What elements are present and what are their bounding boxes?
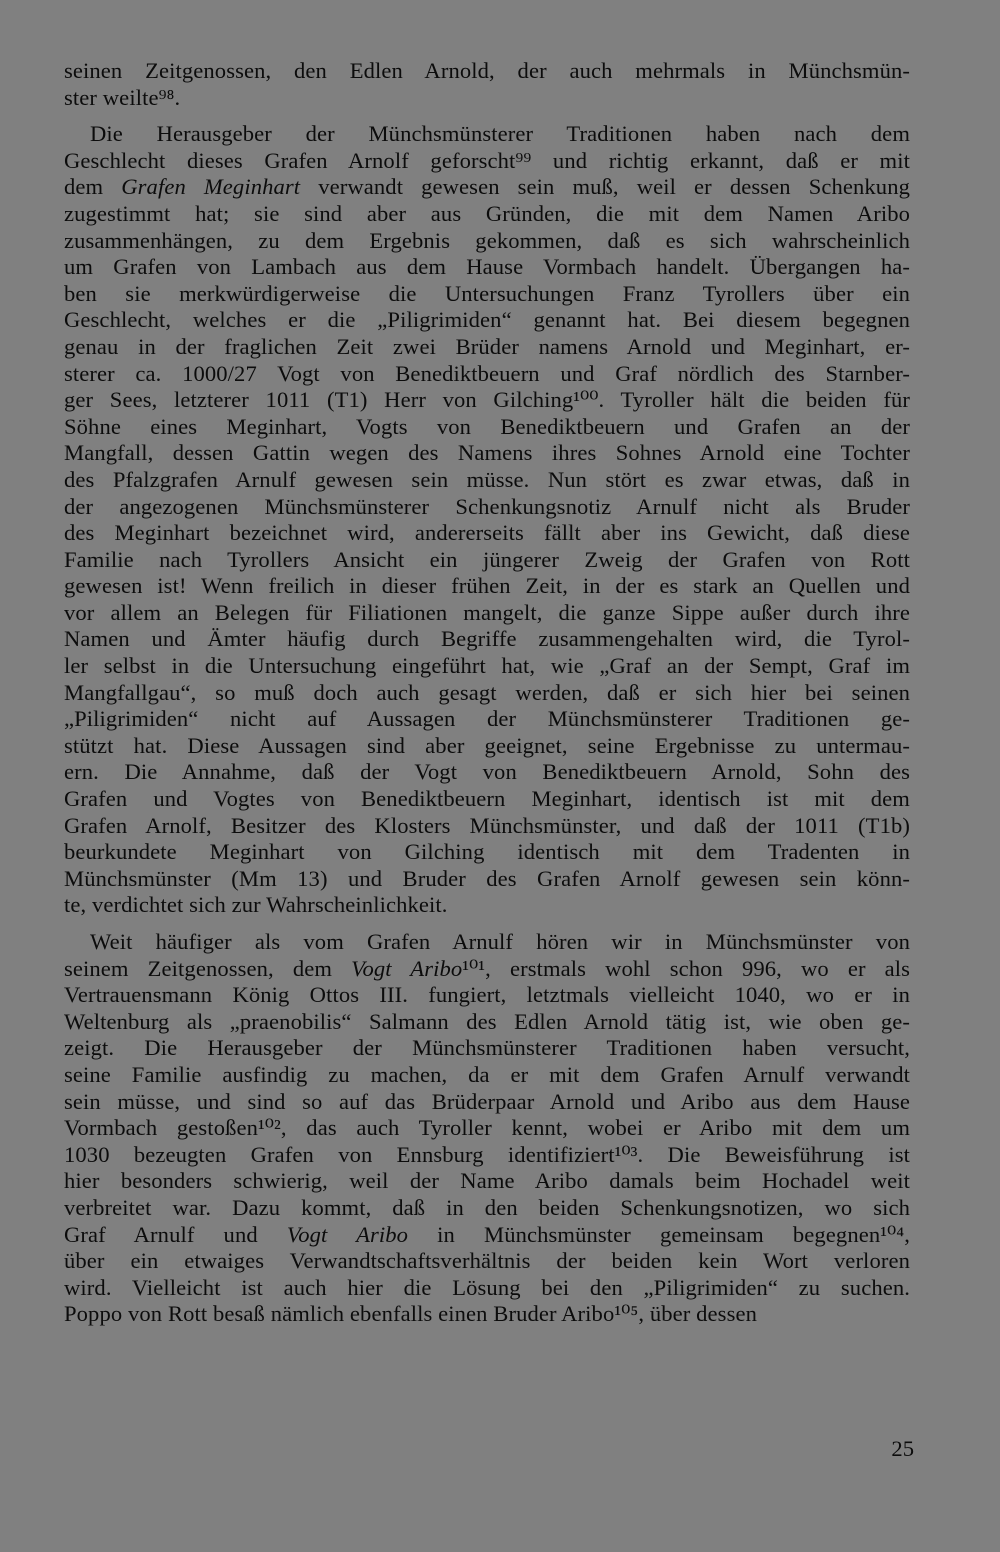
emphasized-name: Grafen Meginhart xyxy=(121,174,301,200)
text-line: zusammenhängen, zu dem Ergebnis gekommen, daß es sich wahrscheinlich xyxy=(64,227,910,253)
text-line: Die Herausgeber der Münchsmünsterer Traditionen haben nach dem xyxy=(90,121,910,147)
text-line: zugestimmt hat; sie sind aber aus Gründen, die mit dem Namen Aribo xyxy=(64,200,910,226)
text-line: genau in der fraglichen Zeit zwei Brüder namens Arnold und Meginhart, er- xyxy=(64,333,910,359)
text-line: Familie nach Tyrollers Ansicht ein jüngerer Zweig der Grafen von Rott xyxy=(64,546,910,572)
page-text-body xyxy=(64,58,910,1328)
text-line: seinen Zeitgenossen, den Edlen Arnold, der auch mehrmals in Münchsmün- xyxy=(64,58,910,83)
text-line: ler selbst in die Untersuchung eingeführt hat, wie „Graf an der Sempt, Graf im xyxy=(64,653,910,679)
text-line: des Pfalzgrafen Arnulf gewesen sein müsse. Nun stört es zwar etwas, daß in xyxy=(64,466,910,492)
text-line: Vertrauensmann König Ottos III. fungiert, letztmals vielleicht 1040, wo er in xyxy=(64,982,910,1008)
page-number: 25 xyxy=(891,1436,914,1461)
text-line: sein müsse, und sind so auf das Brüderpaar Arnold und Aribo aus dem Hause xyxy=(64,1088,910,1114)
text-line: Poppo von Rott besaß nämlich ebenfalls einen Bruder Aribo¹⁰⁵, über dessen xyxy=(64,1301,757,1327)
text-line: ger Sees, letzterer 1011 (T1) Herr von Gilching¹⁰⁰. Tyroller hält die beiden für xyxy=(64,387,910,413)
text-line: Mangfall, dessen Gattin wegen des Namens ihres Sohnes Arnold eine Tochter xyxy=(64,440,910,466)
emphasized-name: Vogt Aribo xyxy=(351,955,463,981)
text-line: Geschlecht dieses Grafen Arnolf geforscht⁹⁹ und richtig erkannt, daß er mit xyxy=(64,147,910,173)
text-line: gewesen ist! Wenn freilich in dieser frühen Zeit, in der es stark an Quellen und xyxy=(64,573,910,599)
paragraph xyxy=(64,121,910,919)
text-line: Mangfallgau“, so muß doch auch gesagt werden, daß er sich hier bei seinen xyxy=(64,679,910,705)
text-line: Weit häufiger als vom Grafen Arnulf hören wir in Münchsmünster von xyxy=(90,929,910,954)
text-line: dem Grafen Meginhart verwandt gewesen sein muß, weil er dessen Schenkung xyxy=(64,174,910,200)
text-line: Söhne eines Meginhart, Vogts von Benediktbeuern und Grafen an der xyxy=(64,413,910,439)
text-line: zeigt. Die Herausgeber der Münchsmünsterer Traditionen haben versucht, xyxy=(64,1035,910,1061)
text-line: hier besonders schwierig, weil der Name Aribo damals beim Hochadel weit xyxy=(64,1168,910,1194)
text-line: Grafen Arnolf, Besitzer des Klosters Münchsmünster, und daß der 1011 (T1b) xyxy=(64,812,910,838)
text-line: Geschlecht, welches er die „Piligrimiden“ genannt hat. Bei diesem begegnen xyxy=(64,307,910,333)
text-line: vor allem an Belegen für Filiationen mangelt, die ganze Sippe außer durch ihre xyxy=(64,599,910,625)
text-line: ben sie merkwürdigerweise die Untersuchungen Franz Tyrollers über ein xyxy=(64,280,910,306)
text-line: seinem Zeitgenossen, dem Vogt Aribo¹⁰¹, erstmals wohl schon 996, wo er als xyxy=(64,955,911,981)
text-line: um Grafen von Lambach aus dem Hause Vormbach handelt. Übergangen ha- xyxy=(64,254,910,280)
text-line: des Meginhart bezeichnet wird, andererseits fällt aber ins Gewicht, daß diese xyxy=(64,520,910,546)
paragraph-gap xyxy=(64,919,910,929)
text-line: ster weilte⁹⁸. xyxy=(64,84,181,110)
paragraph-gap xyxy=(64,111,910,121)
text-line: Weltenburg als „praenobilis“ Salmann des Edlen Arnold tätig ist, wie oben ge- xyxy=(64,1008,910,1034)
paragraph xyxy=(64,929,910,1328)
text-line: der angezogenen Münchsmünsterer Schenkungsnotiz Arnulf nicht als Bruder xyxy=(64,493,910,519)
text-line: Münchsmünster (Mm 13) und Bruder des Grafen Arnolf gewesen sein könn- xyxy=(64,865,910,891)
text-line: verbreitet war. Dazu kommt, daß in den beiden Schenkungsnotizen, wo sich xyxy=(64,1194,910,1220)
text-line: „Piligrimiden“ nicht auf Aussagen der Münchsmünsterer Traditionen ge- xyxy=(64,706,910,732)
text-line: Namen und Ämter häufig durch Begriffe zusammengehalten wird, die Tyrol- xyxy=(64,626,910,652)
paragraph xyxy=(64,58,910,111)
text-line: beurkundete Meginhart von Gilching identisch mit dem Tradenten in xyxy=(64,839,910,865)
text-line: Vormbach gestoßen¹⁰², das auch Tyroller kennt, wobei er Aribo mit dem um xyxy=(64,1115,910,1141)
text-line: Grafen und Vogtes von Benediktbeuern Meginhart, identisch ist mit dem xyxy=(64,786,910,812)
text-line: te, verdichtet sich zur Wahrscheinlichkeit. xyxy=(64,892,448,918)
text-line: seine Familie ausfindig zu machen, da er mit dem Grafen Arnulf verwandt xyxy=(64,1061,910,1087)
text-line: Graf Arnulf und Vogt Aribo in Münchsmünster gemeinsam begegnen¹⁰⁴, xyxy=(64,1221,910,1247)
text-line: wird. Vielleicht ist auch hier die Lösung bei den „Piligrimiden“ zu suchen. xyxy=(64,1274,910,1300)
text-line: ern. Die Annahme, daß der Vogt von Benediktbeuern Arnold, Sohn des xyxy=(64,759,910,785)
text-line: 1030 bezeugten Grafen von Ennsburg identifiziert¹⁰³. Die Beweisführung ist xyxy=(64,1141,910,1167)
text-line: über ein etwaiges Verwandtschaftsverhältnis der beiden kein Wort verloren xyxy=(64,1248,910,1274)
text-line: stützt hat. Diese Aussagen sind aber geeignet, seine Ergebnisse zu untermau- xyxy=(64,732,910,758)
emphasized-name: Vogt Aribo xyxy=(286,1221,409,1247)
text-line: sterer ca. 1000/27 Vogt von Benediktbeuern und Graf nördlich des Starnber- xyxy=(64,360,910,386)
